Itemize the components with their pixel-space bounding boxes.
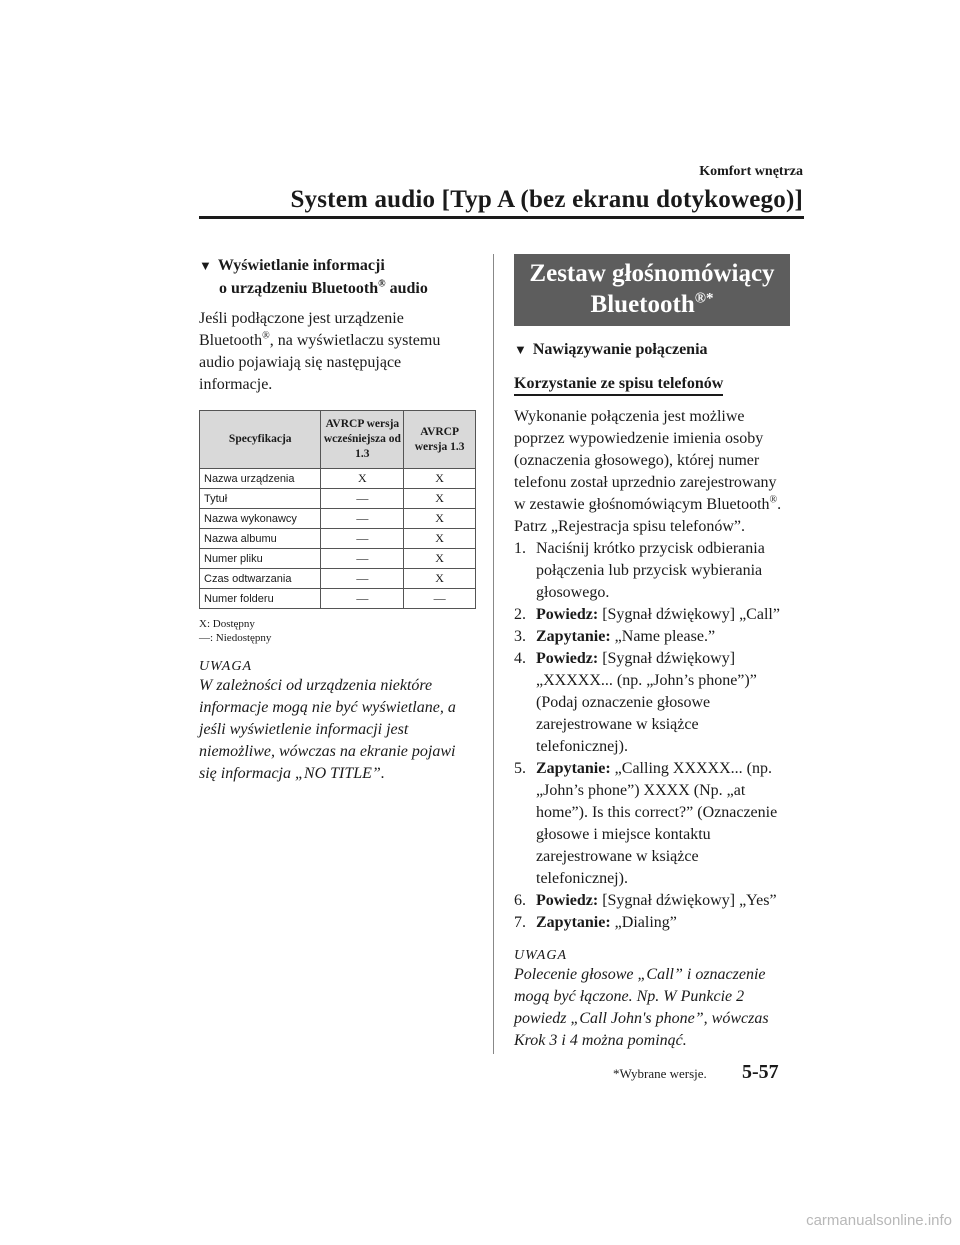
table-row: Numer folderu — —	[200, 589, 476, 609]
table-row: Czas odtwarzania — X	[200, 569, 476, 589]
table-header-row	[200, 411, 476, 469]
footnote: *Wybrane wersje.	[613, 1066, 707, 1081]
list-item: 7. Zapytanie: „Dialing”	[514, 914, 677, 931]
intro-paragraph: Jeśli podłączone jest urządzenie Bluetooth®, na wyświetlaczu systemu audio pojawiają się następujące informacje.	[199, 310, 441, 393]
table-legend: X: Dostępny —: Niedostępny	[199, 618, 272, 644]
reference-paragraph: Patrz „Rejestracja spisu telefonów”.	[514, 518, 746, 535]
spec-table	[199, 410, 476, 609]
list-item: 6. Powiedz: [Sygnał dźwiękowy] „Yes”	[514, 892, 777, 909]
list-item: 1. Naciśnij krótko przycisk odbierania połączenia lub przycisk wybierania głosowego.	[514, 540, 765, 601]
steps-list	[514, 538, 790, 934]
note-title: UWAGA	[199, 659, 253, 674]
triangle-bullet-icon: ▼	[514, 342, 527, 357]
list-item: 4. Powiedz: [Sygnał dźwiękowy] „XXXXX... (np. „John’s phone”)” (Podaj oznaczenie głosowe zarejestrowane w książce telefonicznej).	[514, 650, 757, 755]
table-row: Numer pliku — X	[200, 549, 476, 569]
list-item: 5. Zapytanie: „Calling XXXXX... (np. „John’s phone”) XXXX (Np. „at home”). Is this correct?” (Oznaczenie głosowe i miejsce kontaktu zarejestrowane w książce telefonicznej).	[514, 760, 778, 887]
page-title: System audio [Typ A (bez ekranu dotykowego)]	[290, 186, 803, 213]
page-number: 5-57	[742, 1061, 779, 1083]
watermark: carmanualsonline.info	[806, 1212, 952, 1229]
subheading: Korzystanie ze spisu telefonów	[514, 375, 723, 396]
list-item: 2. Powiedz: [Sygnał dźwiękowy] „Call”	[514, 606, 780, 623]
column-divider	[493, 254, 494, 1054]
header-rule	[199, 216, 804, 219]
left-column	[199, 254, 474, 785]
right-column	[514, 254, 790, 1052]
table-row: Tytuł — X	[200, 489, 476, 509]
note-body: Polecenie głosowe „Call” i oznaczenie mogą być łączone. Np. W Punkcie 2 powiedz „Call John's phone”, wówczas Krok 3 i 4 można pominąć.	[514, 966, 769, 1049]
triangle-bullet-icon: ▼	[199, 258, 212, 273]
list-item: 3. Zapytanie: „Name please.”	[514, 628, 716, 645]
intro-paragraph: Wykonanie połączenia jest możliwe poprzez wypowiedzenie imienia osoby (oznaczenia głosowego), której numer telefonu został uprzednio zarejestrowany w zestawie głośnomówiącym Bluetooth®.	[514, 408, 782, 513]
table-row: Nazwa albumu — X	[200, 529, 476, 549]
table-row: Nazwa wykonawcy — X	[200, 509, 476, 529]
display-info-heading: ▼ Wyświetlanie informacji o urządzeniu Bluetooth® audio	[199, 257, 428, 297]
note-body: W zależności od urządzenia niektóre informacje mogą nie być wyświetlane, a jeśli wyświetlenie informacji jest niemożliwe, wówczas na ekranie pojawi się informacja „NO TITLE”.	[199, 677, 456, 782]
table-row: Nazwa urządzenia X X	[200, 469, 476, 489]
call-heading: ▼ Nawiązywanie połączenia	[514, 341, 708, 358]
note-title: UWAGA	[514, 948, 568, 963]
column-header: AVRCP wersja wcześniejsza od 1.3	[321, 411, 404, 469]
column-header: AVRCP wersja 1.3	[404, 411, 476, 469]
section-banner: Zestaw głośnomówiący Bluetooth®*	[514, 254, 790, 326]
section-label: Komfort wnętrza	[699, 164, 803, 179]
column-header: Specyfikacja	[200, 411, 321, 469]
